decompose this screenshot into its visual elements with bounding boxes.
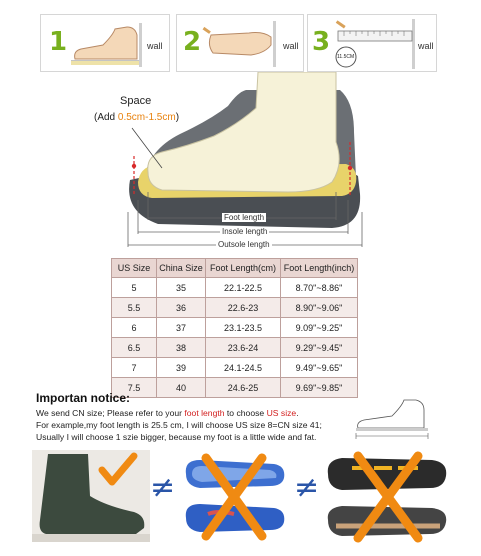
table-cell: 24.6-25 <box>206 378 281 398</box>
notice-line-1 <box>36 408 299 418</box>
wall-label: wall <box>147 41 163 51</box>
table-cell: 5.5 <box>112 298 157 318</box>
outsole-photo <box>322 450 452 544</box>
table-cell: 23.6-24 <box>206 338 281 358</box>
step-number: 1 <box>49 27 68 57</box>
table-cell: 22.6-23 <box>206 298 281 318</box>
table-row <box>112 378 358 398</box>
column-header: Foot Length(inch) <box>281 259 358 278</box>
step-panel-3 <box>307 14 437 72</box>
space-title: Space <box>120 95 152 107</box>
notice-line-2: For example,my foot length is 25.5 cm, I will choose US size 8=CN size 41; <box>36 420 322 430</box>
table-cell: 9.49"~9.65" <box>281 358 358 378</box>
size-chart-table <box>111 258 358 398</box>
foot-measure-thumbnail <box>352 398 438 442</box>
notice-line-3: Usually I will choose 1 szie bigger, because my foot is a little wide and fat. <box>36 432 317 442</box>
table-cell: 36 <box>157 298 206 318</box>
space-note <box>94 112 179 123</box>
table-cell: 24.1-24.5 <box>206 358 281 378</box>
column-header: Foot Length(cm) <box>206 259 281 278</box>
table-cell: 9.09"~9.25" <box>281 318 358 338</box>
table-cell: 7 <box>112 358 157 378</box>
table-row <box>112 338 358 358</box>
foot-side-icon <box>69 23 151 67</box>
outsole-icon <box>322 450 452 544</box>
table-row <box>112 298 358 318</box>
not-equal-icon: ≠ <box>150 470 176 505</box>
table-cell: 37 <box>157 318 206 338</box>
wall-label: wall <box>283 41 299 51</box>
column-header: China Size <box>157 259 206 278</box>
foot-mold-icon <box>32 450 150 542</box>
table-cell: 40 <box>157 378 206 398</box>
insole-photo <box>178 452 290 542</box>
table-cell: 8.90"~9.06" <box>281 298 358 318</box>
table-cell: 6 <box>112 318 157 338</box>
step-number: 3 <box>312 27 331 57</box>
column-header: US Size <box>112 259 157 278</box>
table-cell: 39 <box>157 358 206 378</box>
table-cell: 22.1-22.5 <box>206 278 281 298</box>
table-cell: 23.1-23.5 <box>206 318 281 338</box>
table-row <box>112 358 358 378</box>
table-cell: 7.5 <box>112 378 157 398</box>
table-cell: 6.5 <box>112 338 157 358</box>
space-note-value: 0.5cm-1.5cm <box>117 112 176 123</box>
table-cell: 8.70"~8.86" <box>281 278 358 298</box>
insole-icon <box>178 452 290 542</box>
step-panel-2 <box>176 14 304 72</box>
notice-text: to choose <box>224 408 267 418</box>
table-cell: 9.29"~9.45" <box>281 338 358 358</box>
us-size-highlight: US size <box>266 408 297 418</box>
insole-length-label: Insole length <box>222 227 268 236</box>
table-cell: 9.69"~9.85" <box>281 378 358 398</box>
table-cell: 35 <box>157 278 206 298</box>
not-equal-icon: ≠ <box>294 470 320 505</box>
space-note-suffix: ) <box>175 112 180 123</box>
table-header-row <box>112 259 358 278</box>
wall-label: wall <box>418 41 434 51</box>
table-row <box>112 318 358 338</box>
space-note-prefix: (Add <box>94 112 118 123</box>
notice-text: We send CN size; Please refer to your <box>36 408 185 418</box>
table-cell: 38 <box>157 338 206 358</box>
notice-text: . <box>296 408 299 418</box>
foot-length-label: Foot length <box>224 213 265 222</box>
foot-length-highlight: foot length <box>184 408 225 418</box>
outsole-length-label: Outsole length <box>218 240 270 249</box>
step-panel-1 <box>40 14 170 72</box>
step-number: 2 <box>183 27 202 57</box>
table-cell: 5 <box>112 278 157 298</box>
notice-title: Importan notice: <box>36 391 131 405</box>
measure-badge: 11.5CM <box>337 54 355 60</box>
foot-mold-photo <box>32 450 150 542</box>
ruler-measure-icon <box>332 19 418 69</box>
table-row <box>112 278 358 298</box>
foot-top-icon <box>201 21 281 67</box>
